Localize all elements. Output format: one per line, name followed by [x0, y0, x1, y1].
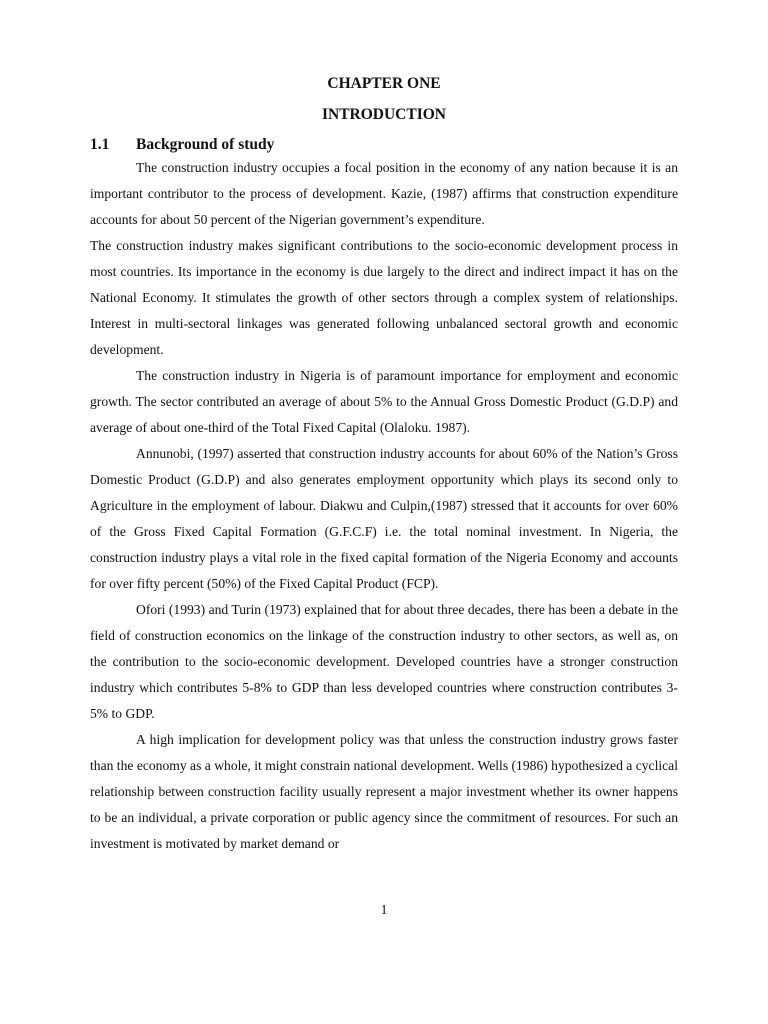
paragraph-2: The construction industry makes significant contributions to the socio-economic development process in most countries. Its importance in the economy is due largely to the direct and indirect impact it has on the National Economy. It stimulates the growth of other sectors through a complex system of relationships. Interest in multi-sectoral linkages was generated following unbalanced sectoral growth and economic development.	[90, 238, 678, 357]
paragraph-3: The construction industry in Nigeria is of paramount importance for employment and economic growth. The sector contributed an average of about 5% to the Annual Gross Domestic Product (G.D.P) and average of about one-third of the Total Fixed Capital (Olaloku. 1987).	[90, 368, 678, 435]
chapter-title: INTRODUCTION	[321, 106, 446, 123]
chapter-label: CHAPTER ONE	[327, 75, 441, 92]
paragraph-6: A high implication for development policy was that unless the construction industry grows faster than the economy as a whole, it might constrain national development. Wells (1986) hypothesized a cyclical relationship between construction facility usually represent a major investment whether its owner happens to be an individual, a private corporation or public agency since the commitment of resources. For such an investment is motivated by market demand or	[90, 732, 678, 851]
page-number: 1	[380, 902, 388, 917]
paragraph-5: Ofori (1993) and Turin (1973) explained that for about three decades, there has been a debate in the field of construction economics on the linkage of the construction industry to other sectors, as well as, on the contribution to the socio-economic development. Developed countries have a stronger construction industry which contributes 5-8% to GDP than less developed countries where construction contributes 3-5% to GDP.	[90, 602, 678, 721]
paragraph-1: The construction industry occupies a focal position in the economy of any nation because it is an important contributor to the process of development. Kazie, (1987) affirms that construction expenditure accounts for about 50 percent of the Nigerian government’s expenditure.	[90, 160, 678, 227]
section-heading	[90, 135, 678, 155]
page-content	[90, 72, 678, 857]
paragraph-4: Annunobi, (1997) asserted that construction industry accounts for about 60% of the Nation’s Gross Domestic Product (G.D.P) and also generates employment opportunity which plays its second only to Agriculture in the employment of labour. Diakwu and Culpin,(1987) stressed that it accounts for over 60% of the Gross Fixed Capital Formation (G.F.C.F) i.e. the total nominal investment. In Nigeria, the construction industry plays a vital role in the fixed capital formation of the Nigeria Economy and accounts for over fifty percent (50%) of the Fixed Capital Product (FCP).	[90, 446, 678, 591]
section-title: Background of study	[136, 136, 275, 153]
section-number: 1.1	[90, 136, 110, 153]
